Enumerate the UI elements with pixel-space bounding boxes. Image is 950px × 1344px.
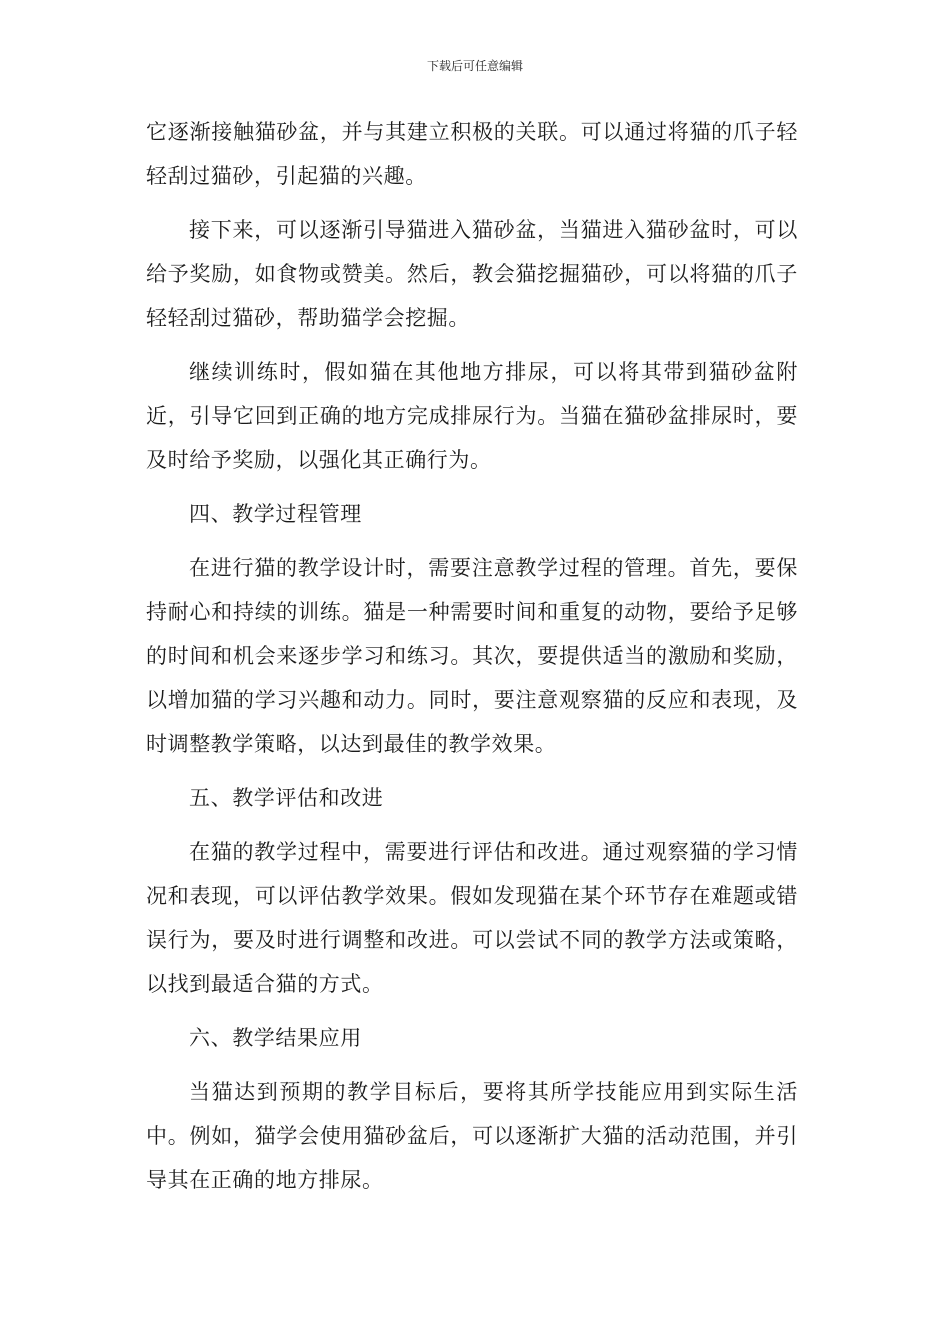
paragraph-continuation: 它逐渐接触猫砂盆，并与其建立积极的关联。可以通过将猫的爪子轻轻刮过猫砂，引起猫的兴趣。 [146,120,798,188]
paragraph-continue-training: 继续训练时，假如猫在其他地方排尿，可以将其带到猫砂盆附近，引导它回到正确的地方完成排尿行为。当猫在猫砂盆排尿时，要及时给予奖励，以强化其正确行为。 [146,360,798,472]
paragraph-evaluation: 在猫的教学过程中，需要进行评估和改进。通过观察猫的学习情况和表现，可以评估教学效果。假如发现猫在某个环节存在难题或错误行为，要及时进行调整和改进。可以尝试不同的教学方法或策略，以找到最适合猫的方式。 [146,840,798,996]
section-heading-evaluation: 五、教学评估和改进 [189,786,384,810]
section-heading-process-management: 四、教学过程管理 [189,502,362,526]
paragraph-process-management: 在进行猫的教学设计时，需要注意教学过程的管理。首先，要保持耐心和持续的训练。猫是一种需要时间和重复的动物，要给予足够的时间和机会来逐步学习和练习。其次，要提供适当的激励和奖励，以增加猫的学习兴趣和动力。同时，要注意观察猫的反应和表现，及时调整教学策略，以达到最佳的教学效果。 [146,556,798,756]
document-body [146,110,798,1212]
page-header-note: 下载后可任意编辑 [426,59,523,73]
paragraph-guide-into-litter-box: 接下来，可以逐渐引导猫进入猫砂盆，当猫进入猫砂盆时，可以给予奖励，如食物或赞美。然后，教会猫挖掘猫砂，可以将猫的爪子轻轻刮过猫砂，帮助猫学会挖掘。 [146,218,798,330]
paragraph-application: 当猫达到预期的教学目标后，要将其所学技能应用到实际生活中。例如，猫学会使用猫砂盆后，可以逐渐扩大猫的活动范围，并引导其在正确的地方排尿。 [146,1080,798,1192]
section-heading-application: 六、教学结果应用 [189,1026,362,1050]
